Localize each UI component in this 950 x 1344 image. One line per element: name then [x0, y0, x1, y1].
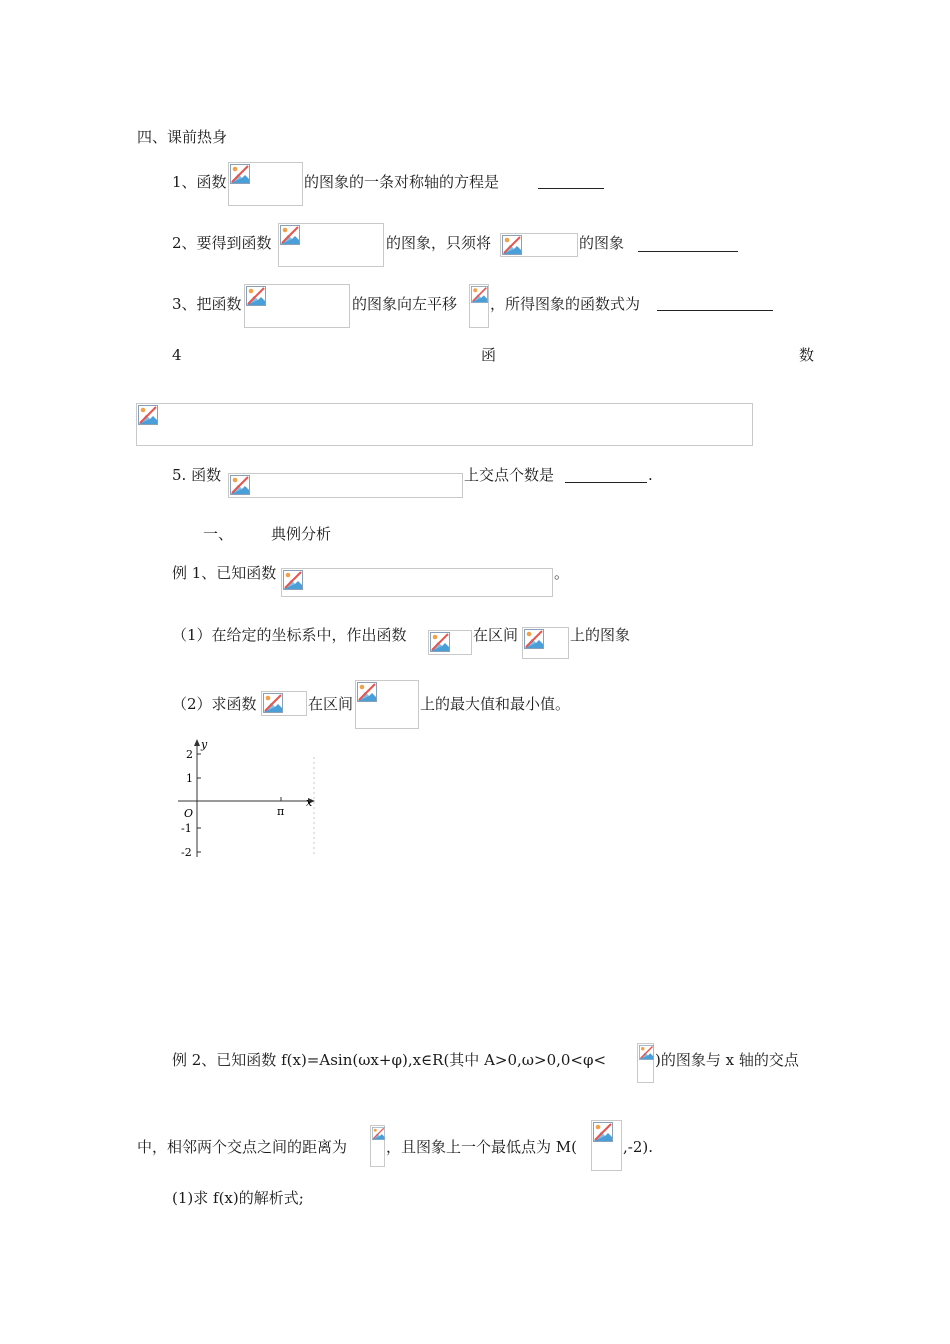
broken-image-icon: [263, 693, 283, 713]
q3-suffix: ，所得图象的函数式为: [490, 295, 641, 313]
broken-image-icon: [593, 1122, 613, 1142]
y-tick-label: 1: [186, 772, 193, 785]
formula-image: [591, 1120, 622, 1171]
formula-image: [522, 627, 569, 659]
ex1-end: 。: [554, 564, 570, 582]
broken-image-icon: [502, 235, 522, 255]
q4-mid: 函: [481, 346, 497, 364]
ex1-part1-c: 上的图象: [570, 626, 631, 644]
ex2-line1-end: )的图象与 x 轴的交点: [655, 1051, 799, 1069]
answer-blank: [638, 237, 738, 252]
ex1-part2-a: （2）求函数: [172, 695, 257, 713]
origin-label: O: [184, 807, 194, 820]
formula-image: [469, 284, 489, 328]
broken-image-icon: [280, 225, 300, 245]
y-tick-label: -1: [181, 822, 192, 835]
broken-image-icon: [430, 632, 450, 652]
answer-blank: [657, 296, 773, 311]
section-heading-warmup: 四、课前热身: [137, 128, 228, 146]
formula-image: [278, 223, 384, 267]
formula-image: [355, 680, 419, 729]
formula-image: [261, 691, 307, 716]
broken-image-icon: [246, 286, 266, 306]
broken-image-icon: [230, 164, 250, 184]
q3-prefix: 3、把函数: [172, 295, 242, 313]
y-tick-label: 2: [186, 748, 193, 761]
formula-image: [281, 568, 553, 597]
formula-image: [500, 233, 578, 257]
formula-image: [136, 403, 753, 446]
broken-image-icon: [372, 1127, 385, 1140]
ex1-part1-b: 在区间: [473, 626, 519, 644]
ex1-part2-b: 在区间: [308, 695, 354, 713]
x-axis-label: x: [306, 796, 313, 809]
ex2-line2-b: ，且图象上一个最低点为 M(: [386, 1138, 577, 1156]
formula-image: [370, 1125, 385, 1167]
q2-prefix: 2、要得到函数: [172, 234, 272, 252]
broken-image-icon: [230, 475, 250, 495]
ex1-part1-a: （1）在给定的坐标系中，作出函数: [172, 626, 407, 644]
broken-image-icon: [524, 629, 544, 649]
x-tick-label: π: [277, 805, 285, 818]
q2-suffix: 的图象: [579, 234, 625, 252]
ex1-part2-c: 上的最大值和最小值。: [420, 695, 571, 713]
broken-image-icon: [357, 682, 377, 702]
broken-image-icon: [639, 1045, 654, 1060]
formula-image: [428, 630, 472, 655]
ex2-line2-c: ,-2).: [623, 1138, 653, 1156]
broken-image-icon: [138, 405, 158, 425]
q4-end: 数: [799, 346, 815, 364]
q2-mid: 的图象，只须将: [386, 234, 492, 252]
answer-blank: [565, 468, 647, 483]
q5-suffix: 上交点个数是: [464, 466, 555, 484]
y-axis-label: y: [201, 738, 208, 751]
ex2-question-1: (1)求 f(x)的解析式;: [172, 1189, 304, 1207]
formula-image: [228, 162, 303, 206]
formula-image: [637, 1043, 654, 1083]
formula-image: [228, 473, 463, 498]
q1-text: 的图象的一条对称轴的方程是: [304, 173, 500, 191]
q5-end: .: [648, 466, 653, 484]
section-heading-examples: 典例分析: [271, 525, 332, 543]
coordinate-axes: [170, 735, 320, 863]
broken-image-icon: [283, 570, 303, 590]
q5-prefix: 5. 函数: [172, 466, 222, 484]
section-number: 一、: [203, 525, 234, 543]
ex2-line1: 例 2、已知函数 f(x)=Asin(ωx+φ),x∈R(其中 A>0,ω>0,0<φ<: [172, 1051, 607, 1069]
answer-blank: [538, 174, 604, 189]
ex2-line2-a: 中，相邻两个交点之间的距离为: [137, 1138, 348, 1156]
q1-prefix: 1、函数: [172, 173, 227, 191]
formula-image: [244, 284, 350, 328]
ex1-prefix: 例 1、已知函数: [172, 564, 277, 582]
y-tick-label: -2: [181, 846, 192, 859]
q4-number: 4: [172, 346, 182, 364]
q3-mid: 的图象向左平移: [352, 295, 458, 313]
y-axis-arrow: [194, 739, 200, 746]
broken-image-icon: [471, 286, 488, 303]
